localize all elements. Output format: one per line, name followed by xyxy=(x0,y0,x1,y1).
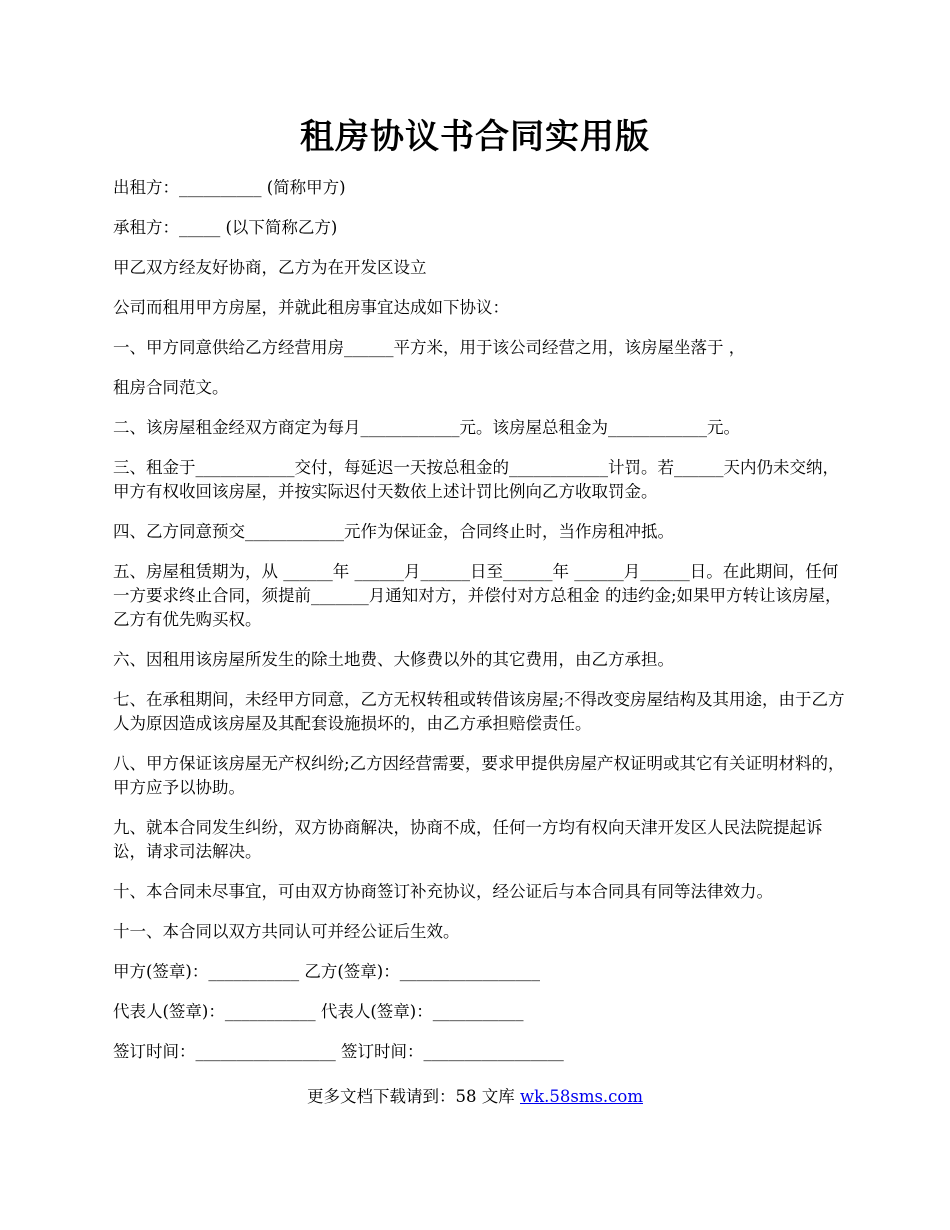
clause-3: 三、租金于____________交付，每延迟一天按总租金的____________计罚。若______天内仍未交纳，甲方有权收回该房屋，并按实际迟付天数依上述计罚比例向乙方收取罚金。 xyxy=(113,458,839,501)
footer-link[interactable]: wk.58sms.com xyxy=(519,1087,643,1106)
signing-date-line: 签订时间：_________________ 签订时间：_________________ xyxy=(113,1042,564,1061)
representative-line: 代表人(签章)：___________ 代表人(签章)：___________ xyxy=(113,1002,524,1021)
clause-5: 五、房屋租赁期为，从 ______年 ______月______日至______年 ______月______日。在此期间，任何一方要求终止合同，须提前_______月通知对方，并偿付对方总租金 的违约金;如果甲方转让该房屋，乙方有优先购买权。 xyxy=(113,562,842,629)
clause-10: 十、本合同未尽事宜，可由双方协商签订补充协议，经公证后与本合同具有同等法律效力。 xyxy=(113,882,773,901)
clause-9: 九、就本合同发生纠纷，双方协商解决，协商不成，任何一方均有权向天津开发区人民法院提起诉讼，请求司法解决。 xyxy=(113,818,823,861)
lessor-line: 出租方：__________ (简称甲方) xyxy=(113,178,346,197)
document-title: 租房协议书合同实用版 xyxy=(300,117,650,157)
clause-6: 六、因租用该房屋所发生的除土地费、大修费以外的其它费用，由乙方承担。 xyxy=(113,650,674,669)
intro-line-1: 甲乙双方经友好协商，乙方为在开发区设立 xyxy=(113,258,427,277)
document-body xyxy=(113,176,848,1080)
clause-8: 八、甲方保证该房屋无产权纠纷;乙方因经营需要，要求甲提供房屋产权证明或其它有关证明材料的，甲方应予以协助。 xyxy=(113,754,845,797)
footer xyxy=(0,1085,950,1109)
footer-text: 更多文档下载请到：58 文库 xyxy=(306,1087,520,1106)
signature-line: 甲方(签章)：___________ 乙方(签章)：_________________ xyxy=(113,962,540,981)
clause-11: 十一、本合同以双方共同认可并经公证后生效。 xyxy=(113,922,460,941)
clause-1: 一、甲方同意供给乙方经营用房______平方米，用于该公司经营之用，该房屋坐落于 ， xyxy=(113,338,746,357)
clause-7: 七、在承租期间，未经甲方同意，乙方无权转租或转借该房屋;不得改变房屋结构及其用途，由于乙方人为原因造成该房屋及其配套设施损坏的，由乙方承担赔偿责任。 xyxy=(113,690,845,733)
clause-4: 四、乙方同意预交____________元作为保证金，合同终止时，当作房租冲抵。 xyxy=(113,522,674,541)
clause-1-continued: 租房合同范文。 xyxy=(113,378,229,397)
intro-line-2: 公司而租用甲方房屋，并就此租房事宜达成如下协议： xyxy=(113,298,509,317)
clause-2: 二、该房屋租金经双方商定为每月____________元。该房屋总租金为____________元。 xyxy=(113,418,740,437)
lessee-line: 承租方：_____ (以下简称乙方) xyxy=(113,218,338,237)
